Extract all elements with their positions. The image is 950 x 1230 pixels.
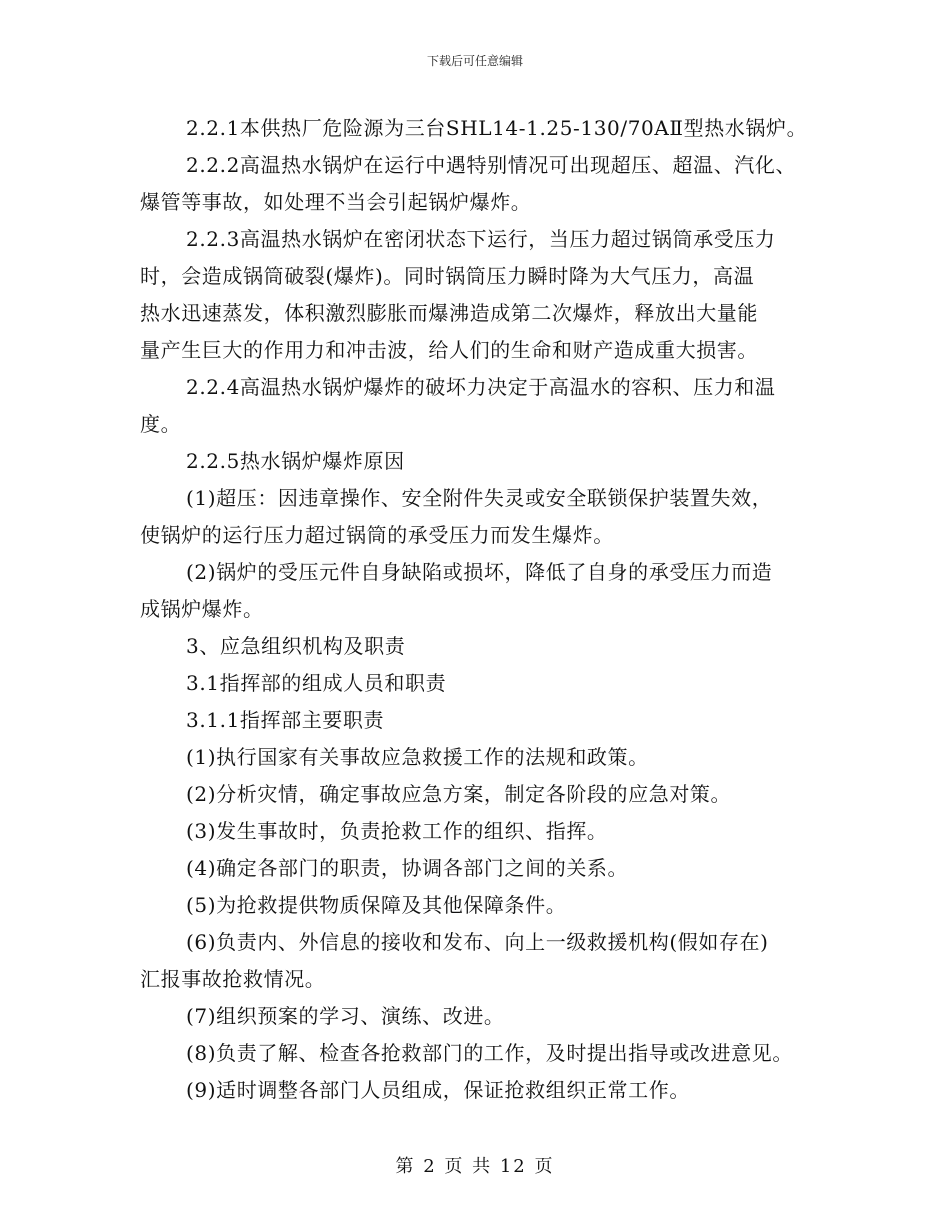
list-item: (6)负责内、外信息的接收和发布、向上一级救援机构(假如存在)	[186, 930, 769, 954]
paragraph-line: 2.2.1本供热厂危险源为三台SHL14-1.25-130/70AⅡ型热水锅炉。	[186, 116, 808, 140]
paragraph-line: 爆管等事故，如处理不当会引起锅炉爆炸。	[140, 190, 532, 214]
list-item-continuation: 使锅炉的运行压力超过锅筒的承受压力而发生爆炸。	[140, 523, 614, 547]
list-item: (7)组织预案的学习、演练、改进。	[186, 1004, 505, 1028]
list-item: (2)锅炉的受压元件自身缺陷或损坏，降低了自身的承受压力而造	[186, 560, 773, 584]
paragraph-line: 度。	[140, 412, 182, 436]
list-item: (1)超压：因违章操作、安全附件失灵或安全联锁保护装置失效，	[186, 486, 773, 510]
list-item: (5)为抢救提供物质保障及其他保障条件。	[186, 893, 567, 917]
list-item: (8)负责了解、检查各抢救部门的工作，及时提出指导或改进意见。	[186, 1041, 793, 1065]
section-heading: 3.1指挥部的组成人员和职责	[186, 671, 447, 695]
list-item: (3)发生事故时，负责抢救工作的组织、指挥。	[186, 819, 608, 843]
page-header: 下载后可任意编辑	[426, 54, 523, 68]
document-body	[140, 110, 830, 1109]
page-number: 第 2 页 共 12 页	[395, 1156, 555, 1177]
paragraph-line: 时，会造成锅筒破裂(爆炸)。同时锅筒压力瞬时降为大气压力，高温	[140, 264, 755, 288]
list-item: (2)分析灾情，确定事故应急方案，制定各阶段的应急对策。	[186, 782, 732, 806]
paragraph-line: 2.2.4高温热水锅炉爆炸的破坏力决定于高温水的容积、压力和温	[186, 375, 776, 399]
list-item: (4)确定各部门的职责，协调各部门之间的关系。	[186, 856, 629, 880]
paragraph-line: 2.2.3高温热水锅炉在密闭状态下运行，当压力超过锅筒承受压力	[186, 227, 776, 251]
section-heading: 3、应急组织机构及职责	[186, 634, 406, 658]
paragraph-line: 量产生巨大的作用力和冲击波，给人们的生命和财产造成重大损害。	[140, 338, 758, 362]
list-item-continuation: 成锅炉爆炸。	[140, 597, 264, 621]
list-item-continuation: 汇报事故抢救情况。	[140, 967, 326, 991]
list-item: (9)适时调整各部门人员组成，保证抢救组织正常工作。	[186, 1078, 690, 1102]
section-heading: 3.1.1指挥部主要职责	[186, 708, 385, 732]
paragraph-line: 2.2.2高温热水锅炉在运行中遇特别情况可出现超压、超温、汽化、	[186, 153, 797, 177]
paragraph-line: 热水迅速蒸发，体积激烈膨胀而爆沸造成第二次爆炸，释放出大量能	[140, 301, 758, 325]
section-heading: 2.2.5热水锅炉爆炸原因	[186, 449, 405, 473]
list-item: (1)执行国家有关事故应急救援工作的法规和政策。	[186, 745, 649, 769]
